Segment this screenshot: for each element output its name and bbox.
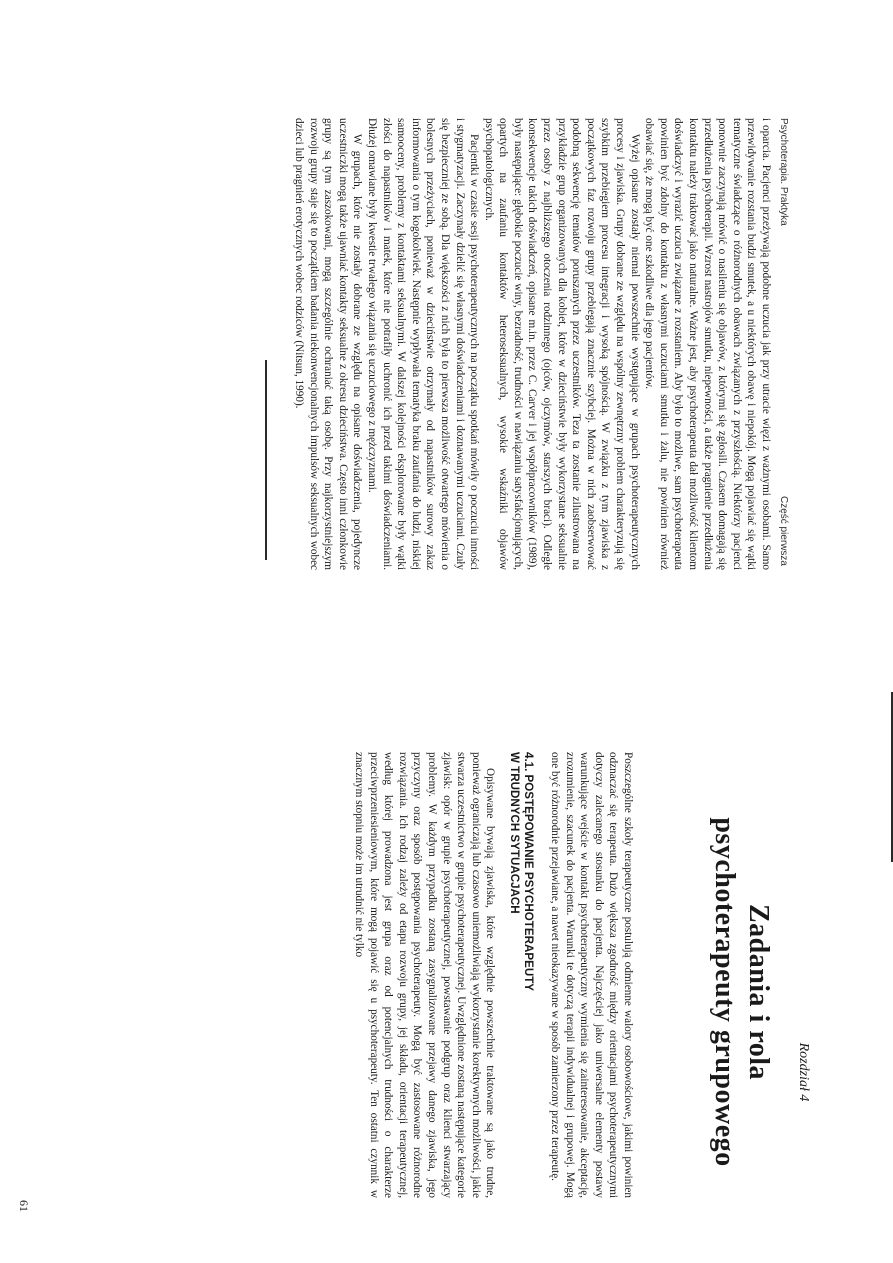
running-head-part: Część pierwsza bbox=[778, 495, 789, 566]
body-paragraph: Opisywane bywają zjawiska, które względnie powszechnie traktowane są jako trudne, ponieważ ograniczają lub czasowo uniemożliwiają wykorzystanie korektywnych możliwości, jakie stwarza uczestnictwo w grupie psychoterapeutycznej. Uwzględnione zostaną następujące kategorie zjawisk: opór w grupie psychoterapeutycznej, powstawanie podgrup oraz klienci stwarzający problemy. W każdym przypadku zostaną zasygnalizowane przejawy danego zjawiska, jego przyczyny oraz sposób postępowania psychoterapeuty. Mogą być zastosowane różnorodne rozwiązania. Ich rodzaj zależy od etapu rozwoju grupy, jej składu, orientacji terapeutycznej, według której prowadzona jest grupa oraz od potencjalnych trudności o charakterze przeciwprzeniesieniowym, które mogą pojawić się u psychoterapeuty. Ten ostatni czynnik w znacznym stopniu może im utrudnić nie tylko bbox=[353, 752, 497, 1198]
section-heading-line: 4.1. POSTĘPOWANIE PSYCHOTERAPEUTY bbox=[522, 752, 536, 992]
body-paragraph: Wyżej opisane zostały niemal powszechnie występujące w grupach psychoterapeutycznych procesy i zjawiska. Grupy dobrane ze względu na wspólny zewnętrzny problem charakteryzują się szybkim przebiegiem procesu integracji i wysoką spójnością. W związku z tym zjawiska z początkowych faz rozwoju grupy przebiegają znacznie szybciej. Można w nich zaobserwować podobną sekwencję tematów poruszanych przez uczestników. Teza ta zostanie zilustrowana na przykładzie grup organizowanych dla kobiet, które w dzieciństwie były wykorzystane seksualnie przez osoby z najbliższego otoczenia rodzinnego (ojców, ojczymów, starszych braci). Odległe konsekwencje takich doświadczeń, opisane m.in. przez C. Carver i jej współpracowników (1989), były następujące: głębokie poczucie winy, bezradność, trudności w nawiązaniu satysfakcjonujących, opartych na zaufaniu kontaktów heteroseksualnych, wysokie wskaźniki objawów psychopatologicznych. bbox=[482, 118, 641, 570]
chapter-title bbox=[707, 782, 775, 1202]
right-page-body-text bbox=[352, 752, 636, 1198]
body-paragraph: i oparcia. Pacjenci przeżywają podobne uczucia jak przy utracie więzi z ważnymi osobami. Samo przewidywanie rozstania budzi smutek, a u niektórych obawę i niepokój. Mogą pojawiać się wątki tematyczne świadczące o różnorodnych obawach związanych z przyszłością. Niektórzy pacjenci ponownie zaczynają mówić o nasileniu się objawów, z którymi się zgłosili. Czasem domagają się przedłużenia psychoterapii. Wzrost nastrojów smutku, niepewności, a także pragnienie przedłużenia kontaktu należy traktować jako naturalne. Ważne jest, aby psychoterapeuta dał możliwość klientom doświadczyć i wyrazić uczucia związane z rozstaniem. Aby było to możliwe, sam psychoterapeuta powinien być zdolny do kontaktu z własnymi uczuciami smutku i żalu, nie powinien również obawiać się, że mogą być one szkodliwe dla jego pacjentów. bbox=[643, 118, 772, 570]
chapter-title-line: psychoterapeuty grupowego bbox=[709, 817, 740, 1167]
section-heading bbox=[507, 752, 535, 1198]
right-page bbox=[0, 632, 893, 1263]
chapter-title-line: Zadania i rola bbox=[743, 903, 774, 1081]
page-number: 61 bbox=[17, 1200, 31, 1212]
running-head-book-title: Psychoterapia. Praktyka bbox=[778, 118, 789, 226]
body-paragraph: Poszczególne szkoły terapeutyczne postulują odmienne walory osobowościowe, jakimi powinien odznaczać się terapeuta. Dużo większa zgodność między orientacjami psychoterapeutycznymi dotyczy zalecanego stosunku do pacjenta. Najczęściej jako uniwersalne elementy postawy warunkujące wejście w kontakt psychoterapeutyczny wymienia się zainteresowanie, akceptację, zrozumienie, szacunek do pacjenta. Warunki te dotyczą terapii indywidualnej i grupowej. Mogą one być różnorodnie przejawiane, a nawet nieokazywane w sposób zamierzony przez terapeutę. bbox=[549, 752, 634, 1198]
page-edge-rule bbox=[266, 360, 268, 560]
left-page-body-text bbox=[291, 118, 773, 570]
body-paragraph: Pacjentki w czasie sesji psychoterapeutycznych na początku spotkań mówiły o poczuciu inności i stygmatyzacji. Zaczynały dzielić się własnymi doświadczeniami i doznawanymi uczuciami. Czuły się bezpieczniej ze sobą. Dla większości z nich była to pierwsza możliwość otwartego mówienia o bolesnych przeżyciach, ponieważ w dzieciństwie otrzymały od napastników surowy zakaz informowania o tym kogokolwiek. Następnie wypływała tematyka braku zaufania do ludzi, niskiej samooceny, problemy z kontaktami seksualnymi. W dalszej kolejności eksplorowane były wątki złości do napastników i matek, które nie potrafiły uchronić ich przed takimi doświadczeniami. Dłużej omawiane były kwestie trwałego wiązania się uczuciowego z mężczyznami. bbox=[365, 118, 481, 570]
running-head bbox=[775, 118, 789, 566]
body-paragraph: W grupach, które nie zostały dobrane ze względu na opisane doświadczenia, pojedyncze uczestniczki mogą także ujawniać kontakty seksualne z okresu dzieciństwa. Często inni członkowie grupy są tym zaszokowani, mogą szczególnie ochraniać taką osobę. Przy najkorzystniejszym rozwoju grupy staje się to początkiem badania niekonwencjonalnych impulsów seksualnych wobec dzieci lub pragnień erotycznych wobec rodziców (Nitsun, 1990). bbox=[293, 118, 364, 570]
chapter-label: Rozdział 4 bbox=[796, 1042, 811, 1102]
section-heading-line: W TRUDNYCH SYTUACJACH bbox=[508, 752, 522, 914]
